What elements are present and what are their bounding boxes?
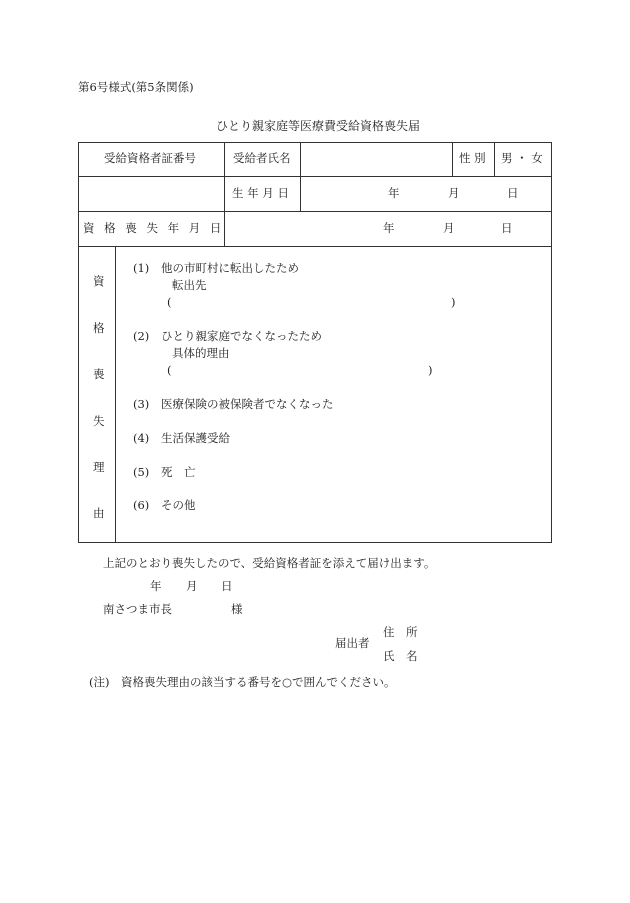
cert-number-label: 受給資格者証番号 — [104, 151, 196, 165]
col-divider-6 — [115, 246, 116, 543]
statement-text: 上記のとおり喪失したので、受給資格者証を添えて届け出ます。 — [103, 556, 436, 570]
loss-year: 年 — [383, 221, 395, 235]
reason-2-paren-open: ( — [167, 363, 172, 377]
row-divider-3 — [78, 246, 552, 247]
reason-1-detail-field[interactable] — [176, 294, 448, 310]
reason-4-number[interactable]: (4) — [133, 431, 150, 445]
reason-1-paren-open: ( — [167, 295, 172, 309]
reason-label-char-4: 失 — [93, 414, 105, 428]
birth-month: 月 — [448, 186, 460, 200]
reason-1-text: 他の市町村に転出したため — [161, 261, 299, 275]
reason-label-char-6: 由 — [93, 506, 105, 520]
notifier-name-field[interactable] — [425, 648, 545, 664]
reason-5-number[interactable]: (5) — [133, 465, 150, 479]
reason-2-number[interactable]: (2) — [133, 329, 150, 343]
notifier-address-field[interactable] — [425, 624, 545, 640]
reason-1-sub-label: 転出先 — [172, 278, 207, 292]
submission-year: 年 — [150, 579, 162, 593]
reason-label-char-5: 理 — [93, 460, 105, 474]
reason-1-number[interactable]: (1) — [133, 261, 150, 275]
row-divider-1 — [78, 176, 552, 177]
loss-month: 月 — [443, 221, 455, 235]
submission-month: 月 — [186, 579, 198, 593]
notifier-name-label: 氏 名 — [383, 649, 418, 663]
reason-2-text: ひとり親家庭でなくなったため — [161, 329, 322, 343]
addressee-honorific: 様 — [231, 602, 243, 616]
row-divider-2 — [78, 211, 552, 212]
form-number: 第6号様式(第5条関係) — [78, 80, 194, 94]
reason-6-text: その他 — [161, 498, 196, 512]
reason-6-number[interactable]: (6) — [133, 498, 150, 512]
reason-1-paren-close: ) — [451, 295, 456, 309]
sex-label: 性 別 — [459, 151, 486, 165]
loss-day: 日 — [501, 221, 513, 235]
reason-3-text: 医療保険の被保険者でなくなった — [161, 397, 334, 411]
recipient-name-field[interactable] — [302, 144, 450, 174]
col-divider-2 — [300, 142, 301, 211]
reason-3-number[interactable]: (3) — [133, 397, 150, 411]
submission-day: 日 — [221, 579, 233, 593]
birth-year: 年 — [388, 186, 400, 200]
reason-label-char-3: 喪 — [93, 367, 105, 381]
reason-2-detail-field[interactable] — [176, 362, 426, 378]
reason-label-char-2: 格 — [93, 321, 105, 335]
sex-options[interactable]: 男 ・ 女 — [501, 151, 543, 165]
reason-2-paren-close: ) — [428, 363, 433, 377]
reason-label-char-1: 資 — [93, 274, 105, 288]
col-divider-3 — [452, 142, 453, 176]
reason-4-text: 生活保護受給 — [161, 431, 230, 445]
reason-2-sub-label: 具体的理由 — [172, 346, 230, 360]
birth-day: 日 — [507, 186, 519, 200]
col-divider-4 — [494, 142, 495, 176]
recipient-name-label: 受給者氏名 — [233, 151, 291, 165]
note-text: (注) 資格喪失理由の該当する番号を○で囲んでください。 — [89, 675, 396, 689]
notifier-label: 届出者 — [335, 636, 370, 650]
loss-date-label: 資 格 喪 失 年 月 日 — [83, 221, 225, 235]
reason-5-text: 死 亡 — [161, 465, 196, 479]
addressee-name: 南さつま市長 — [103, 602, 172, 616]
col-divider-1 — [224, 142, 225, 211]
notifier-address-label: 住 所 — [383, 625, 418, 639]
form-title: ひとり親家庭等医療費受給資格喪失届 — [216, 119, 421, 133]
birth-date-label: 生 年 月 日 — [232, 186, 289, 200]
cert-number-field[interactable] — [80, 178, 222, 209]
